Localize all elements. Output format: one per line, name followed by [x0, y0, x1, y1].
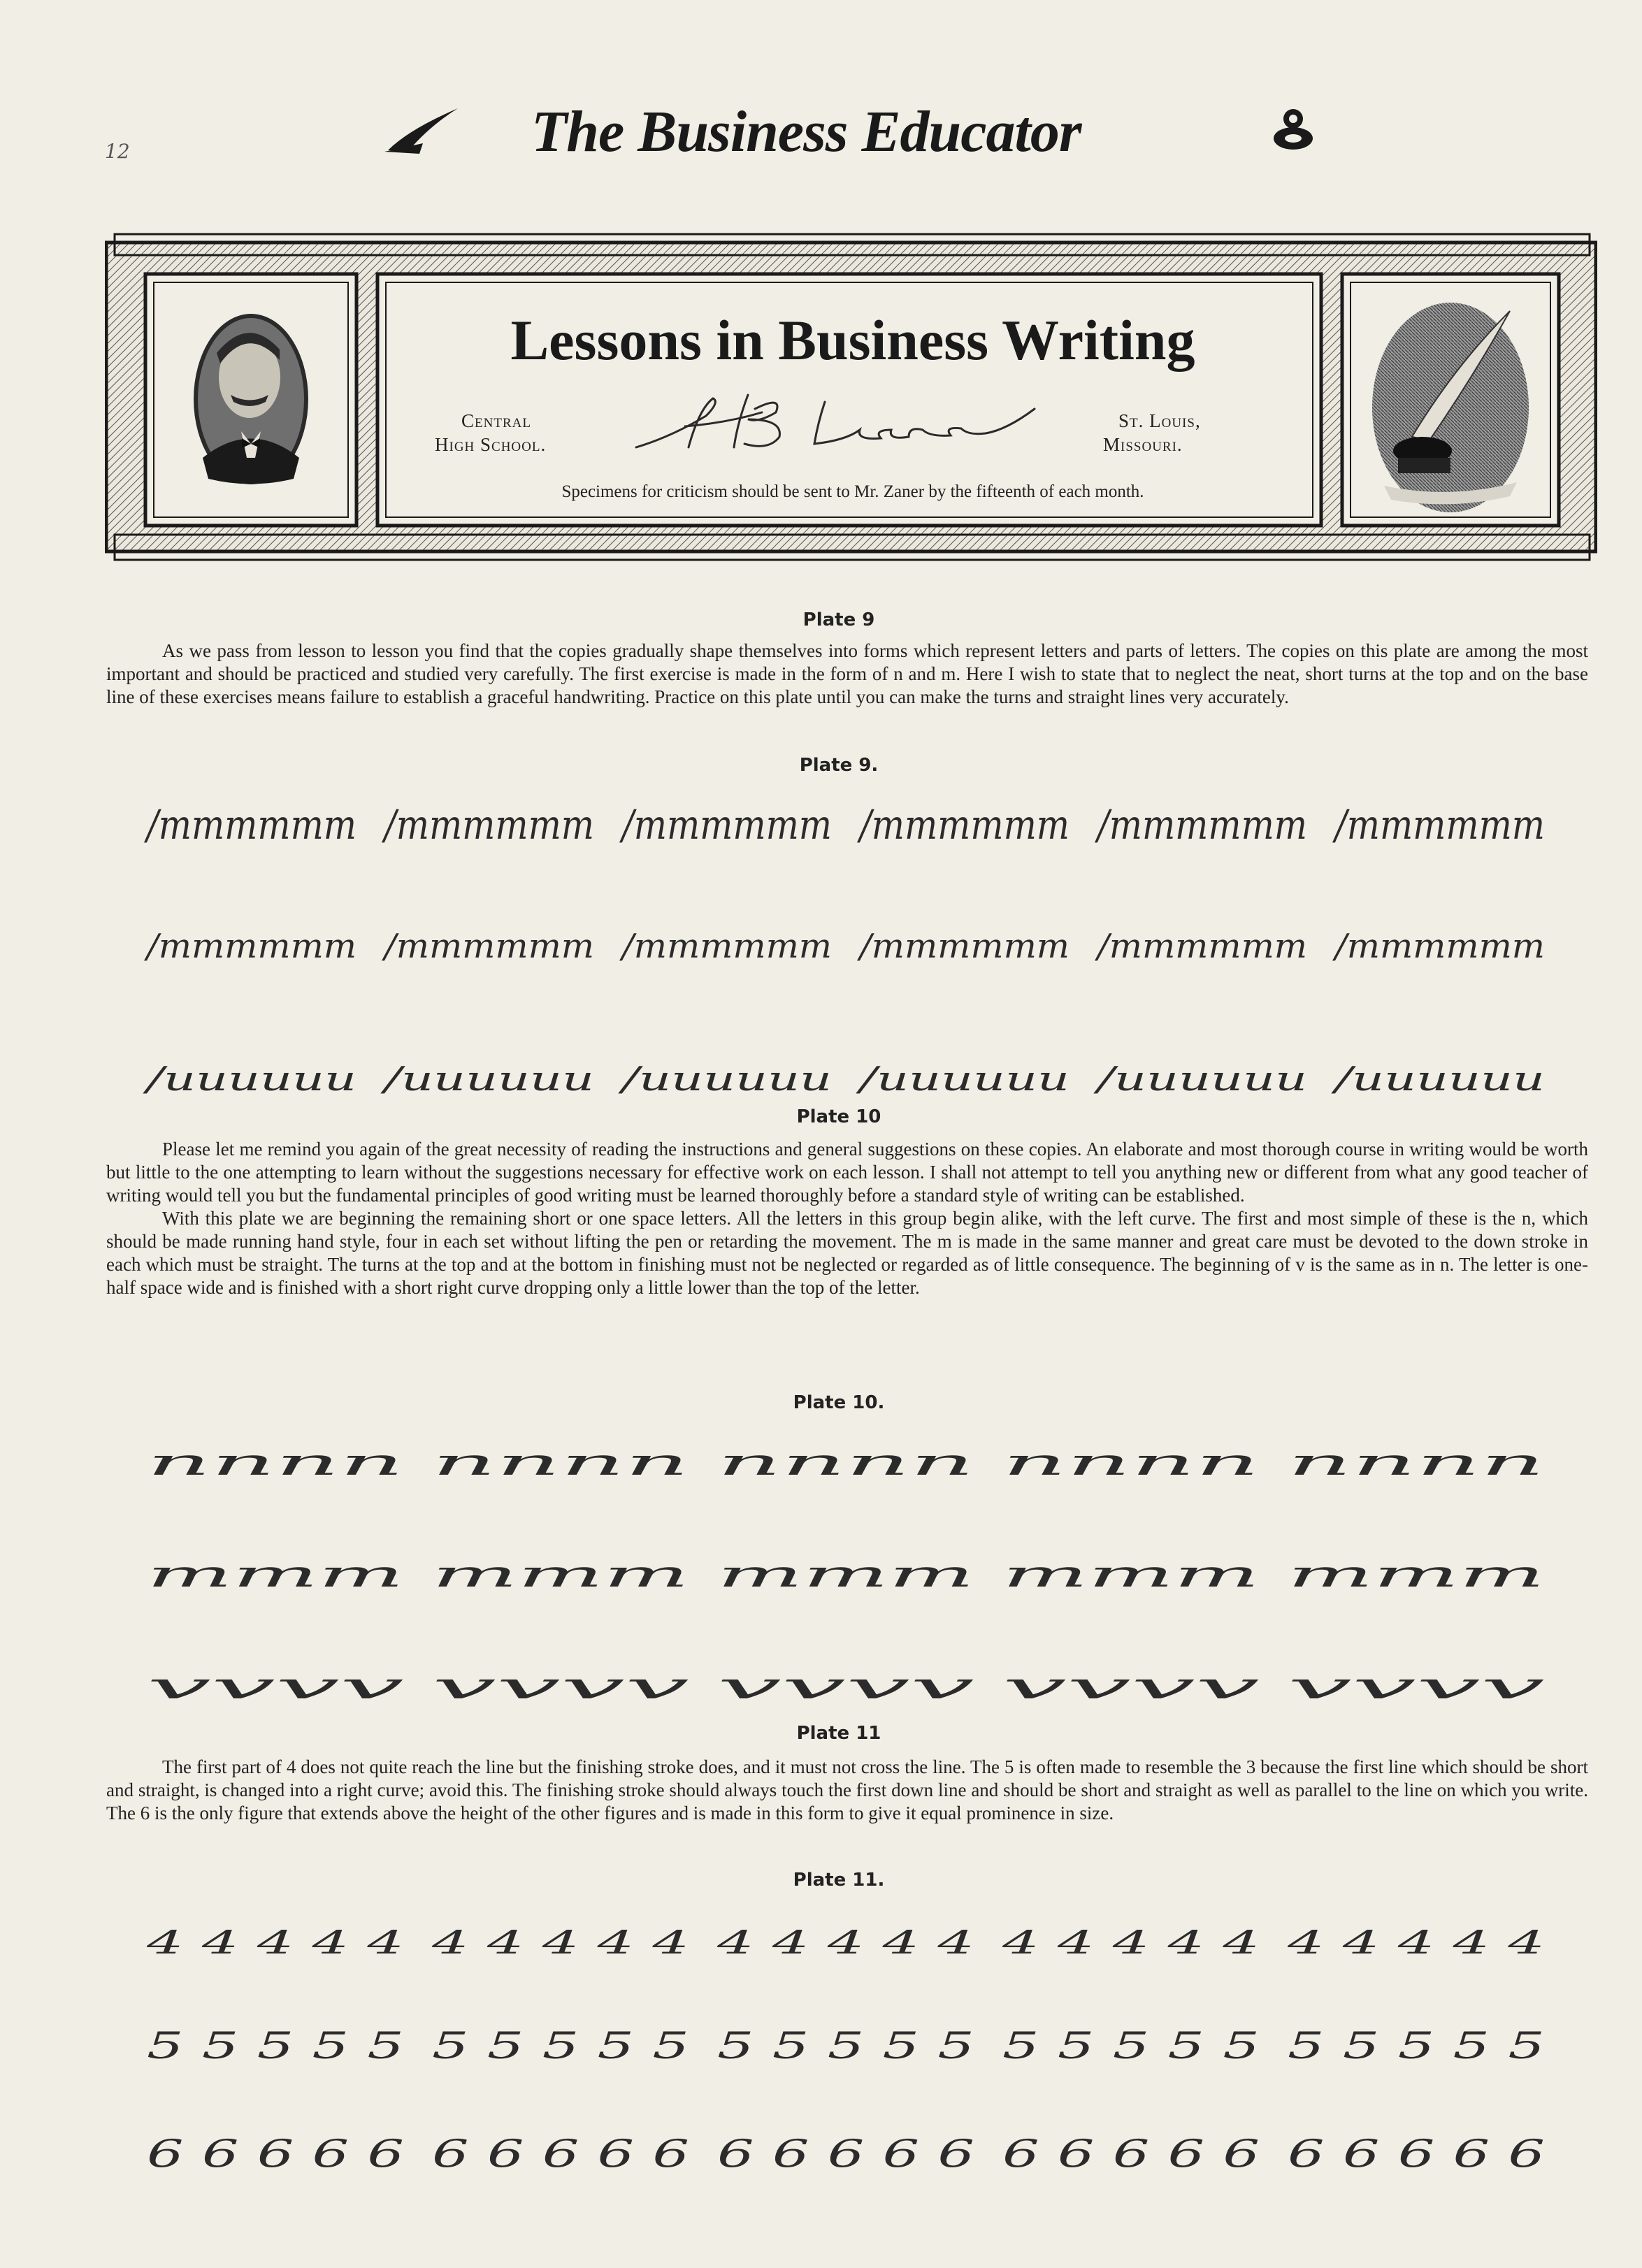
plate-9-row-2: [140, 909, 1566, 975]
plate-10-paragraph-2: With this plate we are beginning the remaining short or one space letters. All the letters in this group begin alike, with the left curve. The first and most simple of these is the n, which should be made running hand style, four in each set without lifting the pen or retarding the movement. The m is made in the same manner and great care must be devoted to the down stroke in each which must be straight. The turns at the top and at the bottom in finishing must not be neglected or regarded as of little consequence. The beginning of v is the same as in n. The letter is one-half space wide and is finished with a short right curve dropping only a little lower than the top of the letter.: [106, 1208, 1588, 1298]
lesson-title: Lessons in Business Writing: [510, 308, 1195, 372]
plate-9-text: [106, 640, 1588, 709]
script-exercise-group: mmm: [147, 1554, 404, 1596]
script-exercise-group: /mmmmmm: [1094, 801, 1307, 848]
script-exercise-group: nnnn: [432, 1442, 689, 1484]
script-exercise-group: nnnn: [717, 1442, 974, 1484]
plate-10-row-2: [140, 1538, 1566, 1604]
script-exercise-group: /mmmmmm: [143, 801, 357, 848]
script-exercise-group: /uuuuuu: [143, 1060, 357, 1099]
masthead: The Business Educator: [531, 99, 1081, 164]
script-exercise-group: 5 5 5 5 5: [1002, 2025, 1260, 2067]
plate-10-row-3: [140, 1649, 1566, 1716]
plate-11-row-1: [140, 1905, 1566, 1971]
script-exercise-group: /mmmmmm: [381, 801, 594, 848]
script-exercise-group: 5 5 5 5 5: [432, 2025, 689, 2067]
school-name-line2: High School.: [435, 434, 547, 455]
city-line2: Missouri.: [1103, 434, 1183, 455]
plate-9-row-1: [140, 790, 1566, 856]
script-exercise-group: nnnn: [1288, 1442, 1545, 1484]
script-exercise-group: /uuuuuu: [856, 1060, 1070, 1099]
school-name-line1: Central: [461, 410, 531, 431]
plate-9-row-3: [140, 1041, 1566, 1108]
script-exercise-group: 4 4 4 4 4: [716, 1923, 974, 1961]
plate-9-paragraph: As we pass from lesson to lesson you find that the copies gradually shape themselves into forms which represent letters and parts of letters. The copies on this plate are among the most important and should be practiced and studied very carefully. The first exercise is made in the form of n and m. Here I wish to state that to neglect the neat, short turns at the top and on the base line of these exercises means failure to establish a graceful handwriting. Practice on this plate until you can make the turns and straight lines very accurately.: [106, 640, 1588, 707]
script-exercise-group: 4 4 4 4 4: [431, 1923, 689, 1961]
specimen-note: Specimens for criticism should be sent to Mr. Zaner by the fifteenth of each month.: [561, 482, 1144, 501]
plate-10-row-1: [140, 1426, 1566, 1492]
plate-11-row-3: [140, 2118, 1566, 2184]
script-exercise-group: 6 6 6 6 6: [147, 2132, 404, 2176]
script-exercise-group: /uuuuuu: [1331, 1060, 1545, 1099]
script-exercise-group: 6 6 6 6 6: [1288, 2132, 1545, 2176]
script-exercise-group: /mmmmmm: [619, 801, 832, 848]
script-exercise-group: /mmmmmm: [856, 801, 1070, 848]
quill-icon: [381, 101, 465, 157]
script-exercise-group: 5 5 5 5 5: [147, 2025, 404, 2067]
portrait-photo: [194, 314, 308, 484]
script-exercise-group: 6 6 6 6 6: [1002, 2132, 1260, 2176]
author-signature: [615, 381, 1070, 458]
script-exercise-group: /mmmmmm: [619, 927, 832, 966]
script-exercise-group: vvvv: [1288, 1666, 1545, 1707]
crest-icon: [1269, 105, 1318, 154]
script-exercise-group: 5 5 5 5 5: [717, 2025, 974, 2067]
script-exercise-group: /mmmmmm: [1332, 927, 1545, 966]
page-number: 12: [105, 140, 130, 163]
script-exercise-group: vvvv: [1002, 1666, 1260, 1707]
script-exercise-group: 6 6 6 6 6: [432, 2132, 689, 2176]
plate-11-heading: Plate 11: [796, 1723, 881, 1744]
script-exercise-group: nnnn: [147, 1442, 404, 1484]
plate-9-heading: Plate 9: [802, 609, 875, 630]
script-exercise-group: /mmmmmm: [143, 927, 357, 966]
script-exercise-group: /uuuuuu: [380, 1060, 594, 1099]
script-exercise-group: 4 4 4 4 4: [1001, 1923, 1260, 1961]
plate-11-caption: Plate 11.: [793, 1870, 885, 1891]
plate-10-heading: Plate 10: [796, 1106, 881, 1127]
script-exercise-group: mmm: [1288, 1554, 1545, 1596]
script-exercise-group: /mmmmmm: [856, 927, 1070, 966]
script-exercise-group: /uuuuuu: [1093, 1060, 1307, 1099]
script-exercise-group: 4 4 4 4 4: [145, 1923, 404, 1961]
plate-11-text: [106, 1756, 1588, 1825]
script-exercise-group: /mmmmmm: [381, 927, 594, 966]
script-exercise-group: vvvv: [147, 1666, 404, 1707]
script-exercise-group: vvvv: [432, 1666, 689, 1707]
script-exercise-group: 6 6 6 6 6: [717, 2132, 974, 2176]
plate-11-paragraph: The first part of 4 does not quite reach the line but the finishing stroke does, and it must not cross the line. The 5 is often made to resemble the 3 because the first line which should be short and straight, is changed into a right curve; avoid this. The finishing stroke should always touch the first down line and should be short and straight as well as parallel to the line on which you write. The 6 is the only figure that extends above the height of the other figures and is made in this form to give it equal prominence in size.: [106, 1756, 1588, 1823]
script-exercise-group: vvvv: [717, 1666, 974, 1707]
city-line1: St. Louis,: [1118, 410, 1201, 431]
script-exercise-group: /uuuuuu: [618, 1060, 832, 1099]
script-exercise-group: /mmmmmm: [1332, 801, 1545, 848]
script-exercise-group: nnnn: [1002, 1442, 1260, 1484]
plate-10-text: [106, 1138, 1588, 1299]
script-exercise-group: mmm: [432, 1554, 689, 1596]
script-exercise-group: mmm: [1002, 1554, 1260, 1596]
plate-10-paragraph-1: Please let me remind you again of the great necessity of reading the instructions and general suggestions on these copies. An elaborate and most thorough course in writing would be worth but little to the one attempting to learn without the suggestions necessary for effective work on each lesson. I shall not attempt to tell you anything new or different from what any good teacher of writing would tell you but the fundamental principles of good writing must be learned thoroughly before a standard style of writing can be established.: [106, 1139, 1588, 1206]
plate-11-row-2: [140, 2009, 1566, 2076]
plate-9-caption: Plate 9.: [799, 755, 879, 776]
plate-10-caption: Plate 10.: [793, 1392, 885, 1413]
script-exercise-group: 5 5 5 5 5: [1288, 2025, 1545, 2067]
script-exercise-group: 4 4 4 4 4: [1286, 1923, 1545, 1961]
script-exercise-group: /mmmmmm: [1094, 927, 1307, 966]
quill-inkwell-vignette: [1372, 303, 1529, 512]
script-exercise-group: mmm: [717, 1554, 974, 1596]
